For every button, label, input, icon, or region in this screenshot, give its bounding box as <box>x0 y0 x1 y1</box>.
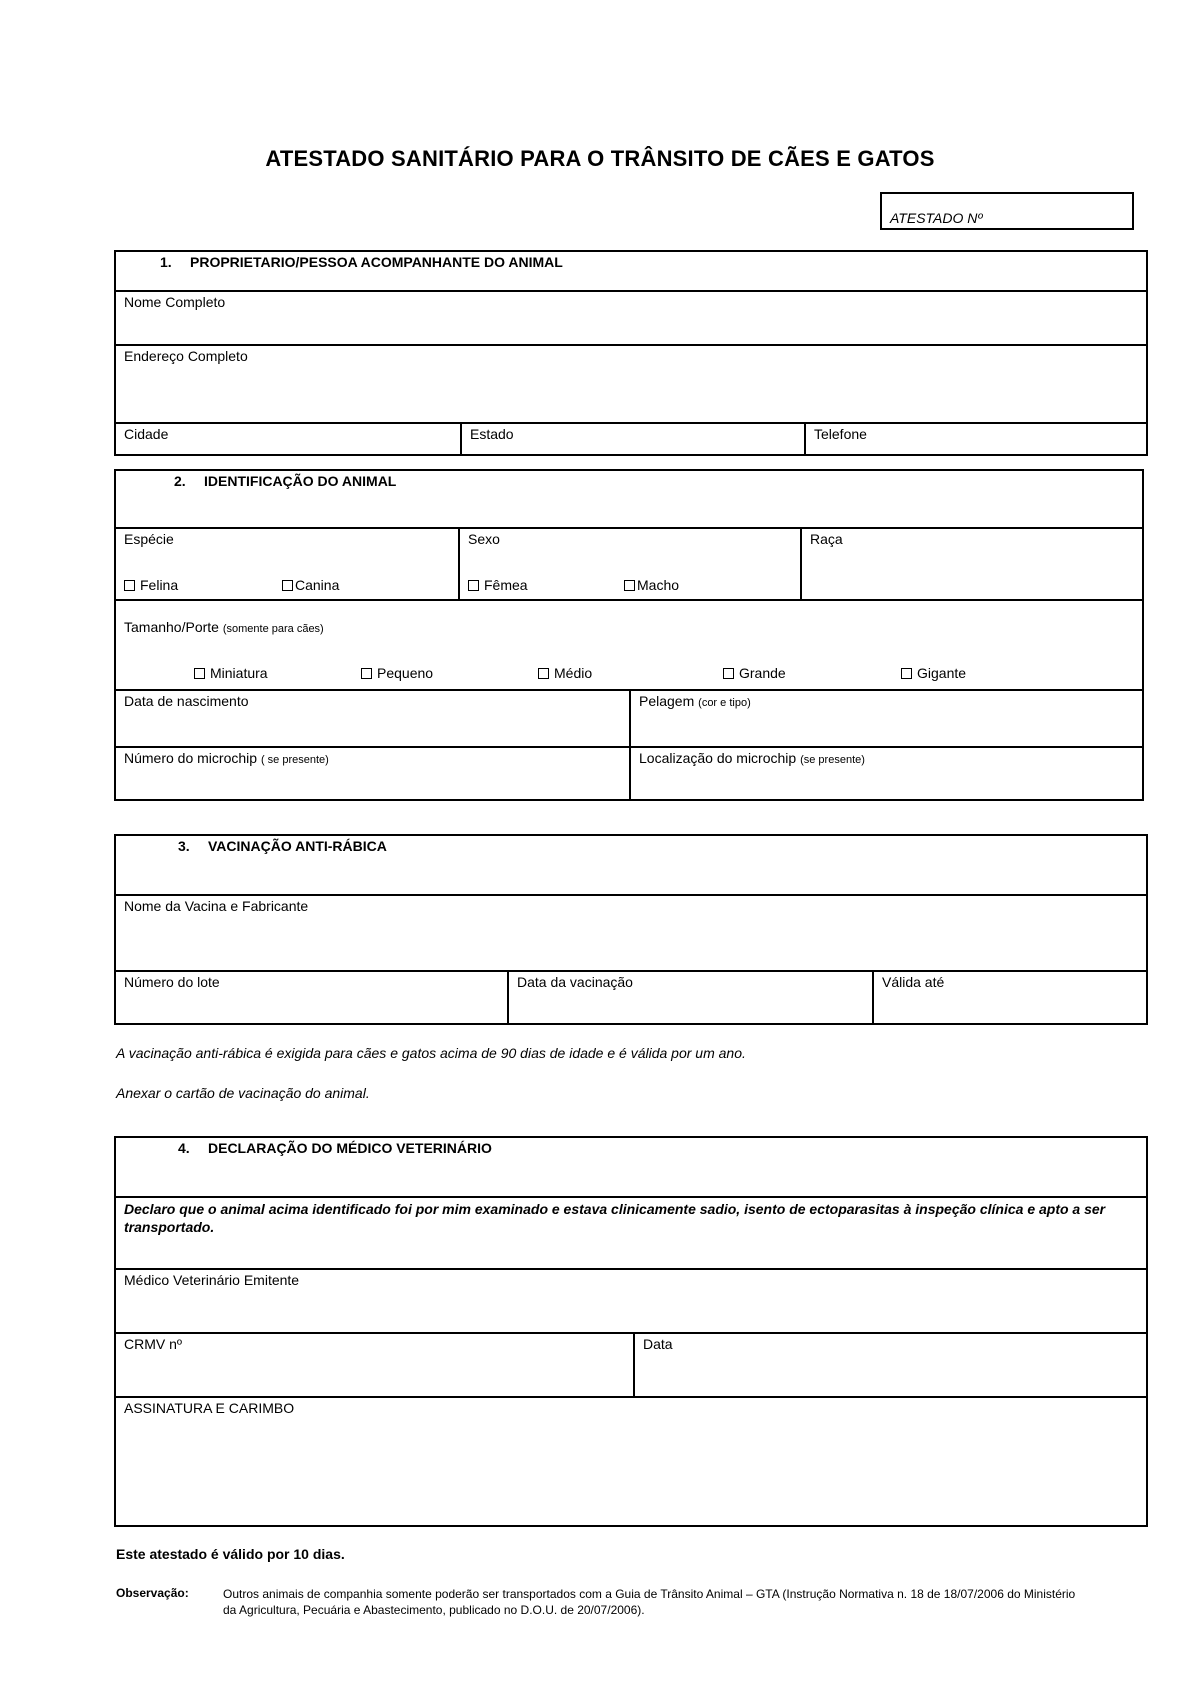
field-label: Número do microchip ( se presente) <box>124 750 329 766</box>
field-numero-lote[interactable] <box>116 972 507 1023</box>
checkbox-icon[interactable] <box>538 668 549 679</box>
field-data-nascimento[interactable] <box>116 691 629 746</box>
field-label: Endereço Completo <box>124 348 248 364</box>
field-label: Raça <box>810 531 843 547</box>
checkbox-icon[interactable] <box>468 580 479 591</box>
field-label: Tamanho/Porte (somente para cães) <box>124 619 324 635</box>
field-assinatura-carimbo[interactable] <box>116 1396 1146 1525</box>
field-telefone[interactable] <box>804 424 1146 454</box>
note-vaccination-requirement: A vacinação anti-rábica é exigida para cães e gatos acima de 90 dias de idade e é válida por um ano. <box>116 1045 746 1061</box>
option-canina[interactable]: Canina <box>282 577 339 593</box>
field-label: Médico Veterinário Emitente <box>124 1272 300 1288</box>
field-raca[interactable] <box>800 529 1142 599</box>
field-label: Telefone <box>814 426 867 442</box>
field-numero-microchip[interactable] <box>116 748 629 799</box>
field-label: Pelagem (cor e tipo) <box>639 693 751 709</box>
field-tamanho-porte <box>116 599 1142 689</box>
field-label: Sexo <box>468 531 500 547</box>
section-vaccination <box>114 834 1148 1025</box>
section-vaccination-header <box>116 836 1146 894</box>
section-owner-header <box>116 252 1146 290</box>
row-especie-sexo-raca <box>116 527 1142 599</box>
section-number: 2. <box>174 473 186 489</box>
section-vet-header <box>116 1138 1146 1196</box>
checkbox-icon[interactable] <box>361 668 372 679</box>
option-gigante[interactable]: Gigante <box>901 665 966 681</box>
option-miniatura[interactable]: Miniatura <box>194 665 268 681</box>
field-label: Data de nascimento <box>124 693 249 709</box>
field-pelagem[interactable] <box>629 691 1142 746</box>
declaration-text-row <box>116 1196 1146 1268</box>
field-label: Localização do microchip (se presente) <box>639 750 865 766</box>
option-grande[interactable]: Grande <box>723 665 786 681</box>
section-animal <box>114 469 1144 801</box>
note-attach-card: Anexar o cartão de vacinação do animal. <box>116 1085 370 1101</box>
section-heading: PROPRIETARIO/PESSOA ACOMPANHANTE DO ANIMAL <box>190 254 563 270</box>
field-estado[interactable] <box>460 424 804 454</box>
section-heading: IDENTIFICAÇÃO DO ANIMAL <box>204 473 397 489</box>
row-lote-data-validade <box>116 970 1146 1023</box>
row-cidade-estado-telefone <box>116 422 1146 454</box>
field-data[interactable] <box>633 1334 1146 1396</box>
observation-label: Observação: <box>116 1586 189 1600</box>
checkbox-icon[interactable] <box>282 580 293 591</box>
document-title: ATESTADO SANITÁRIO PARA O TRÂNSITO DE CÃES E GATOS <box>265 146 935 171</box>
row-nascimento-pelagem <box>116 689 1142 746</box>
field-valida-ate[interactable] <box>872 972 1146 1023</box>
section-owner <box>114 250 1148 456</box>
section-heading: VACINAÇÃO ANTI-RÁBICA <box>208 838 387 854</box>
field-label: Data <box>643 1336 673 1352</box>
field-label: Número do lote <box>124 974 220 990</box>
atestado-number-box[interactable] <box>880 192 1134 230</box>
option-macho[interactable]: Macho <box>624 577 679 593</box>
validity-note: Este atestado é válido por 10 dias. <box>116 1546 345 1562</box>
field-crmv[interactable] <box>116 1334 633 1396</box>
field-label: Data da vacinação <box>517 974 633 990</box>
section-heading: DECLARAÇÃO DO MÉDICO VETERINÁRIO <box>208 1140 492 1156</box>
field-label: Nome da Vacina e Fabricante <box>124 898 309 914</box>
checkbox-icon[interactable] <box>624 580 635 591</box>
field-cidade[interactable] <box>116 424 460 454</box>
field-label: Cidade <box>124 426 169 442</box>
declaration-text: Declaro que o animal acima identificado foi por mim examinado e estava clinicamente sadio, isento de ectoparasitas à inspeção clínica e apto a ser transportado. <box>124 1201 1106 1235</box>
field-sexo <box>458 529 800 599</box>
field-label: Válida até <box>882 974 945 990</box>
field-especie <box>116 529 458 599</box>
section-vet-declaration <box>114 1136 1148 1527</box>
option-felina[interactable]: Felina <box>124 577 178 593</box>
field-nome-completo[interactable] <box>116 290 1146 344</box>
section-number: 1. <box>160 254 172 270</box>
atestado-number-label: ATESTADO Nº <box>890 210 983 226</box>
field-label: ASSINATURA E CARIMBO <box>124 1400 295 1416</box>
field-label: Estado <box>470 426 514 442</box>
field-medico-veterinario[interactable] <box>116 1268 1146 1332</box>
option-pequeno[interactable]: Pequeno <box>361 665 433 681</box>
checkbox-icon[interactable] <box>901 668 912 679</box>
section-number: 3. <box>178 838 190 854</box>
checkbox-icon[interactable] <box>124 580 135 591</box>
option-medio[interactable]: Médio <box>538 665 592 681</box>
field-localizacao-microchip[interactable] <box>629 748 1142 799</box>
row-microchip <box>116 746 1142 799</box>
observation-text: Outros animais de companhia somente poderão ser transportados com a Guia de Trânsito Animal – GTA (Instrução Normativa n. 18 de 18/07/2006 do Ministério da Agricultura, Pecuária e Abastecimento, publicado no D.O.U. de 20/07/2006). <box>223 1587 1076 1617</box>
field-data-vacinacao[interactable] <box>507 972 872 1023</box>
checkbox-icon[interactable] <box>723 668 734 679</box>
section-animal-header <box>116 471 1142 527</box>
field-endereco-completo[interactable] <box>116 344 1146 422</box>
option-femea[interactable]: Fêmea <box>468 577 528 593</box>
section-number: 4. <box>178 1140 190 1156</box>
field-label: Espécie <box>124 531 174 547</box>
field-label: CRMV nº <box>124 1336 183 1352</box>
field-label: Nome Completo <box>124 294 226 310</box>
field-nome-vacina[interactable] <box>116 894 1146 970</box>
row-crmv-data <box>116 1332 1146 1396</box>
checkbox-icon[interactable] <box>194 668 205 679</box>
